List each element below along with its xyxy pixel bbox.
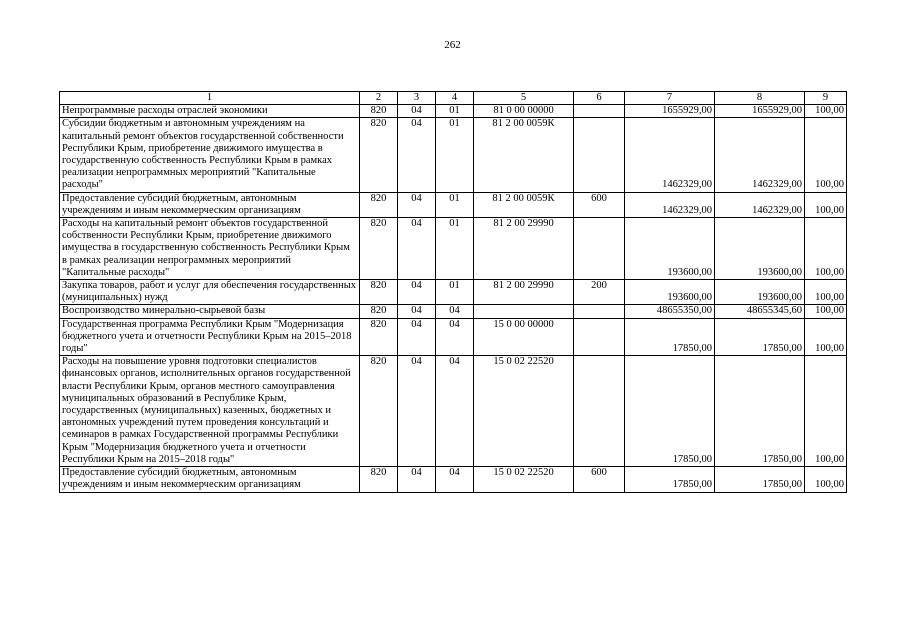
cell-target-article: 81 2 00 0059К: [474, 192, 574, 217]
cell-planned: 17850,00: [625, 318, 715, 356]
table-row: [60, 218, 847, 280]
cell-section: 04: [398, 467, 436, 492]
cell-target-article: 15 0 00 00000: [474, 318, 574, 356]
header-cell: 1: [60, 92, 360, 105]
budget-table: [59, 91, 847, 493]
cell-admin-code: 820: [360, 280, 398, 305]
cell-name: Закупка товаров, работ и услуг для обеспечения государственных (муниципальных) нужд: [60, 280, 360, 305]
cell-expense-type: [574, 118, 625, 192]
cell-percent: 100,00: [805, 218, 847, 280]
cell-name: Предоставление субсидий бюджетным, автономным учреждениям и иным некоммерческим организациям: [60, 467, 360, 492]
table-row: [60, 280, 847, 305]
cell-admin-code: 820: [360, 118, 398, 192]
cell-admin-code: 820: [360, 305, 398, 318]
cell-section: 04: [398, 218, 436, 280]
cell-expense-type: [574, 218, 625, 280]
cell-section: 04: [398, 105, 436, 118]
header-cell: 9: [805, 92, 847, 105]
cell-admin-code: 820: [360, 467, 398, 492]
cell-admin-code: 820: [360, 218, 398, 280]
table-row: [60, 105, 847, 118]
cell-subsection: 04: [436, 318, 474, 356]
cell-subsection: 01: [436, 192, 474, 217]
cell-subsection: 01: [436, 280, 474, 305]
cell-percent: 100,00: [805, 356, 847, 467]
table-row: [60, 305, 847, 318]
cell-percent: 100,00: [805, 305, 847, 318]
cell-admin-code: 820: [360, 105, 398, 118]
cell-percent: 100,00: [805, 105, 847, 118]
cell-executed: 17850,00: [715, 318, 805, 356]
cell-executed: 193600,00: [715, 218, 805, 280]
cell-expense-type: 600: [574, 467, 625, 492]
cell-expense-type: [574, 105, 625, 118]
header-cell: 4: [436, 92, 474, 105]
header-cell: 2: [360, 92, 398, 105]
cell-name: Предоставление субсидий бюджетным, автономным учреждениям и иным некоммерческим организациям: [60, 192, 360, 217]
cell-executed: 1462329,00: [715, 192, 805, 217]
header-cell: 8: [715, 92, 805, 105]
cell-target-article: 15 0 02 22520: [474, 467, 574, 492]
cell-section: 04: [398, 318, 436, 356]
cell-percent: 100,00: [805, 192, 847, 217]
cell-expense-type: 200: [574, 280, 625, 305]
page-number: 262: [444, 39, 461, 51]
cell-executed: 1462329,00: [715, 118, 805, 192]
cell-target-article: 81 2 00 29990: [474, 280, 574, 305]
cell-target-article: 81 0 00 00000: [474, 105, 574, 118]
cell-percent: 100,00: [805, 467, 847, 492]
cell-planned: 1462329,00: [625, 118, 715, 192]
cell-section: 04: [398, 118, 436, 192]
cell-subsection: 04: [436, 356, 474, 467]
cell-target-article: 15 0 02 22520: [474, 356, 574, 467]
cell-name: Расходы на повышение уровня подготовки специалистов финансовых органов, исполнительных органов государственной власти Республики Крым, органов местного самоуправления муниципальных образований в Республике Крым, государственных (муниципальных) казенных, бюджетных и автономных учреждений путем проведения консультаций и семинаров в рамках Государственной программы Республики Крым "Модернизация бюджетного учета и отчетности Республики Крым на 2015–2018 годы": [60, 356, 360, 467]
cell-expense-type: [574, 305, 625, 318]
header-cell: 5: [474, 92, 574, 105]
cell-percent: 100,00: [805, 318, 847, 356]
cell-planned: 1462329,00: [625, 192, 715, 217]
table-row: [60, 192, 847, 217]
cell-expense-type: [574, 318, 625, 356]
cell-planned: 48655350,00: [625, 305, 715, 318]
header-cell: 6: [574, 92, 625, 105]
cell-subsection: 04: [436, 305, 474, 318]
cell-admin-code: 820: [360, 192, 398, 217]
cell-expense-type: [574, 356, 625, 467]
header-cell: 3: [398, 92, 436, 105]
cell-section: 04: [398, 192, 436, 217]
cell-target-article: 81 2 00 29990: [474, 218, 574, 280]
cell-admin-code: 820: [360, 318, 398, 356]
cell-expense-type: 600: [574, 192, 625, 217]
cell-admin-code: 820: [360, 356, 398, 467]
cell-planned: 17850,00: [625, 467, 715, 492]
cell-percent: 100,00: [805, 280, 847, 305]
cell-planned: 1655929,00: [625, 105, 715, 118]
cell-subsection: 01: [436, 218, 474, 280]
cell-planned: 193600,00: [625, 218, 715, 280]
cell-executed: 17850,00: [715, 356, 805, 467]
table-header-row: [60, 92, 847, 105]
cell-name: Воспроизводство минерально-сырьевой базы: [60, 305, 360, 318]
cell-subsection: 04: [436, 467, 474, 492]
cell-percent: 100,00: [805, 118, 847, 192]
cell-section: 04: [398, 305, 436, 318]
table-row: [60, 467, 847, 492]
cell-name: Государственная программа Республики Крым "Модернизация бюджетного учета и отчетности Республики Крым на 2015–2018 годы": [60, 318, 360, 356]
table-row: [60, 118, 847, 192]
header-cell: 7: [625, 92, 715, 105]
cell-target-article: 81 2 00 0059К: [474, 118, 574, 192]
table-row: [60, 356, 847, 467]
cell-planned: 193600,00: [625, 280, 715, 305]
cell-name: Непрограммные расходы отраслей экономики: [60, 105, 360, 118]
cell-executed: 48655345,60: [715, 305, 805, 318]
cell-name: Субсидии бюджетным и автономным учреждениям на капитальный ремонт объектов государственной собственности Республики Крым, приобретение движимого имущества в государственную собственность Республики Крым в рамках реализации непрограммных мероприятий "Капитальные расходы": [60, 118, 360, 192]
cell-subsection: 01: [436, 105, 474, 118]
cell-section: 04: [398, 356, 436, 467]
cell-name: Расходы на капитальный ремонт объектов государственной собственности Республики Крым, приобретение движимого имущества в государственную собственность Республики Крым в рамках реализации непрограммных мероприятий "Капитальные расходы": [60, 218, 360, 280]
cell-planned: 17850,00: [625, 356, 715, 467]
cell-executed: 193600,00: [715, 280, 805, 305]
cell-executed: 1655929,00: [715, 105, 805, 118]
cell-executed: 17850,00: [715, 467, 805, 492]
cell-section: 04: [398, 280, 436, 305]
cell-subsection: 01: [436, 118, 474, 192]
table-row: [60, 318, 847, 356]
cell-target-article: [474, 305, 574, 318]
